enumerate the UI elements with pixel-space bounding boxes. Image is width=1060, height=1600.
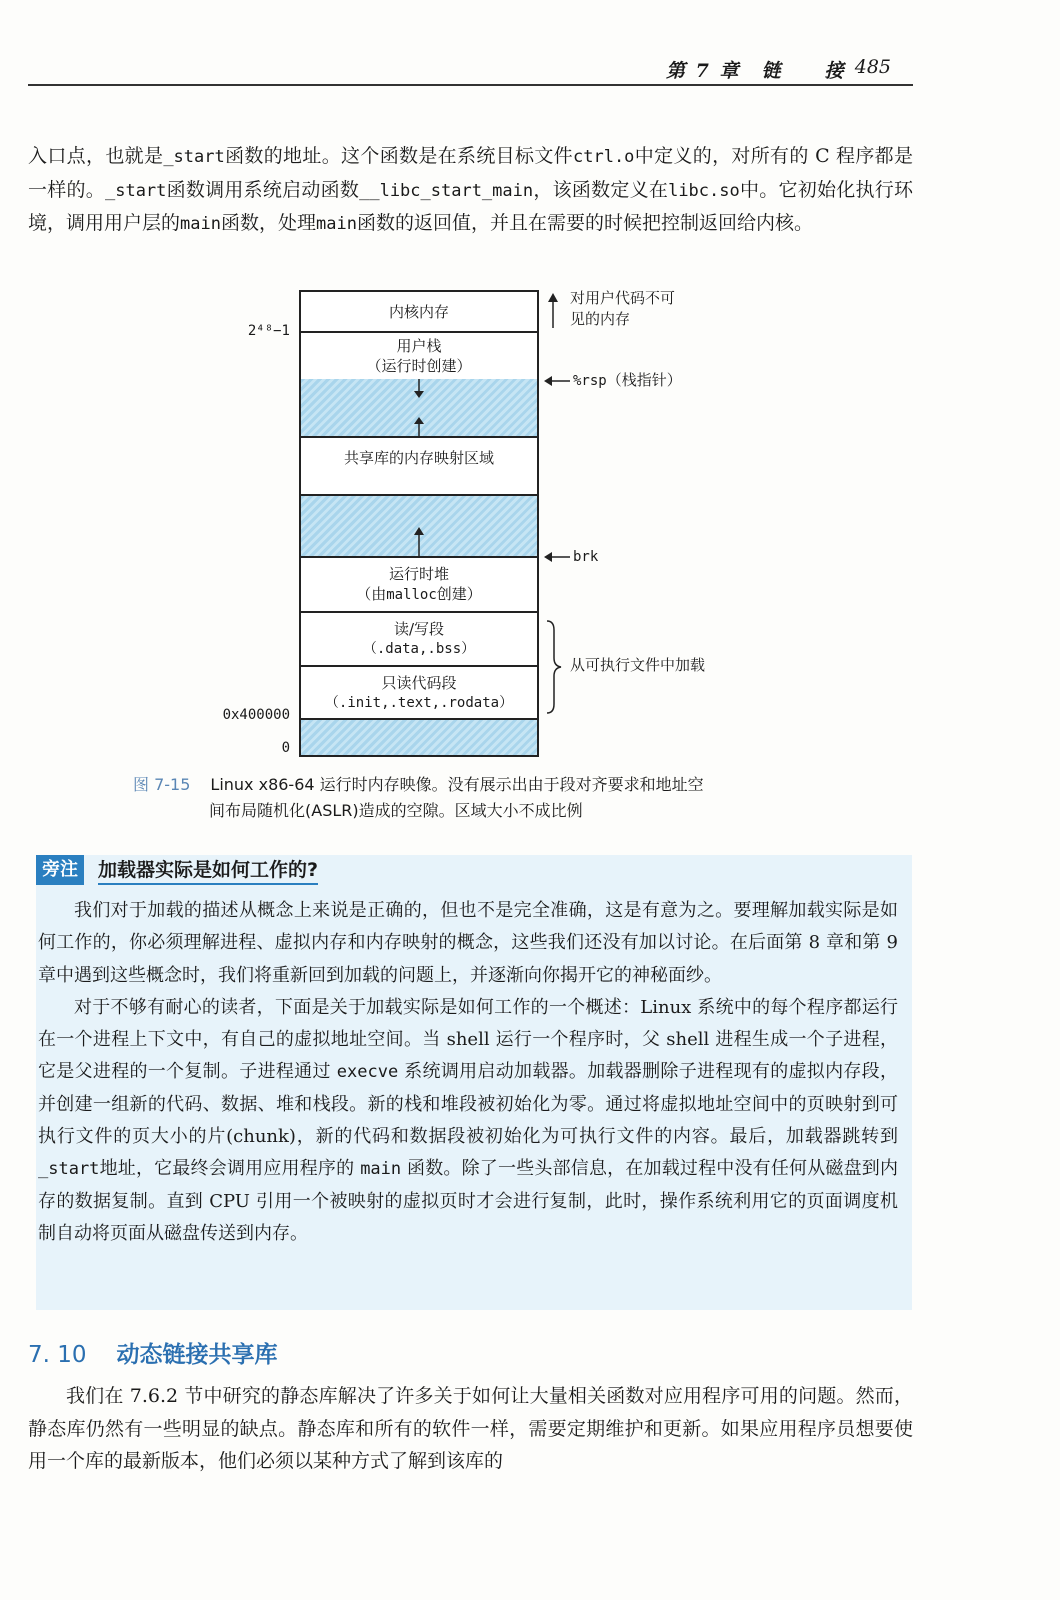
aside-title: 加载器实际是如何工作的? bbox=[98, 855, 318, 885]
memory-map-diagram bbox=[299, 290, 539, 757]
chapter-title: 第 7 章 链 接 bbox=[666, 60, 846, 82]
aside-paragraph-2: 对于不够有耐心的读者，下面是关于加载实际是如何工作的一个概述：Linux 系统中的每个程序都运行在一个进程上下文中，有自己的虚拟地址空间。当 shell 运行一个程序时，父 shell 进程生成一个子进程，它是父进程的一个复制。子进程通过 execve 系统调用启动加载器。加载器删除子进程现有的虚拟内存段，并创建一组新的代码、数据、堆和栈段。新的栈和堆段被初始化为零。通过将虚拟地址空间中的页映射到可执行文件的页大小的片(chunk)，新的代码和数据段被初始化为可执行文件的内容。最后，加载器跳转到_start地址，它最终会调用应用程序的 main 函数。除了一些头部信息，在加载过程中没有任何从磁盘到内存的数据复制。直到 CPU 引用一个被映射的虚拟页时才会进行复制，此时，操作系统利用它的页面调度机制自动将页面从磁盘传送到内存。 bbox=[38, 996, 898, 1244]
running-header bbox=[28, 52, 913, 86]
segment-heap-gap bbox=[301, 494, 537, 558]
section-body bbox=[28, 1380, 913, 1478]
segment-user-stack: 用户栈 （运行时创建） bbox=[366, 337, 472, 375]
aside-header bbox=[36, 855, 318, 885]
page-number: 485 bbox=[854, 56, 891, 78]
figure-number: 图 7-15 bbox=[133, 775, 191, 794]
heap-up-arrow-icon bbox=[412, 526, 426, 556]
address-text-start: 0x400000 bbox=[222, 707, 290, 723]
brk-label: brk bbox=[573, 549, 599, 565]
section-number: 7. 10 bbox=[28, 1342, 87, 1368]
segment-unused-low bbox=[301, 720, 537, 755]
loaded-from-executable-label: 从可执行文件中加载 bbox=[570, 656, 706, 674]
segment-kernel: 内核内存 bbox=[301, 292, 537, 333]
loaded-brace-icon bbox=[545, 620, 565, 714]
stack-down-arrow-icon bbox=[412, 379, 426, 399]
segment-shared-libraries: 共享库的内存映射区域 bbox=[343, 449, 494, 467]
segment-read-write: 读/写段 （.data,.bss） bbox=[301, 613, 537, 667]
aside-body bbox=[38, 895, 898, 1250]
section-title: 动态链接共享库 bbox=[116, 1342, 278, 1368]
intro-paragraph: 入口点，也就是_start函数的地址。这个函数是在系统目标文件ctrl.o中定义的，对所有的 C 程序都是一样的。_start函数调用系统启动函数__libc_start_main，该函数定义在libc.so中。它初始化执行环境，调用用户层的main函数，处理main函数的返回值，并且在需要的时候把控制返回给内核。 bbox=[28, 145, 913, 234]
address-zero: 0 bbox=[281, 740, 290, 756]
aside-tag: 旁注 bbox=[36, 855, 84, 885]
segment-read-only-code: 只读代码段 （.init,.text,.rodata） bbox=[301, 667, 537, 720]
segment-runtime-heap: 运行时堆 （由malloc创建） bbox=[301, 558, 537, 613]
address-top: 2⁴⁸−1 bbox=[247, 323, 290, 339]
aside-box bbox=[36, 855, 912, 1310]
brk-pointer-arrow-icon bbox=[543, 550, 571, 564]
aside-paragraph-1: 我们对于加载的描述从概念上来说是正确的，但也不是完全准确，这是有意为之。要理解加载实际是如何工作的，你必须理解进程、虚拟内存和内存映射的概念，这些我们还没有加以讨论。在后面第 8 章和第 9 章中遇到这些概念时，我们将重新回到加载的问题上，并逐渐向你揭开它的神秘面纱。 bbox=[38, 900, 898, 986]
section-heading bbox=[28, 1336, 278, 1369]
rsp-pointer-arrow-icon bbox=[543, 374, 571, 388]
shared-up-arrow-icon bbox=[412, 416, 426, 436]
segment-stack-gap bbox=[301, 379, 537, 438]
invisible-memory-label: 对用户代码不可 见的内存 bbox=[570, 289, 676, 328]
up-arrow-icon bbox=[546, 292, 560, 328]
rsp-label: %rsp（栈指针） bbox=[573, 371, 682, 389]
section-paragraph-1: 我们在 7.6.2 节中研究的静态库解决了许多关于如何让大量相关函数对应用程序可用的问题。然而，静态库仍然有一些明显的缺点。静态库和所有的软件一样，需要定期维护和更新。如果应用程序员想要使用一个库的最新版本，他们必须以某种方式了解到该库的 bbox=[28, 1385, 913, 1472]
figure-caption: 图 7-15 Linux x86-64 运行时内存映像。没有展示出由于段对齐要求和地址空 间布局随机化(ASLR)造成的空隙。区域大小不成比例 bbox=[133, 775, 704, 820]
